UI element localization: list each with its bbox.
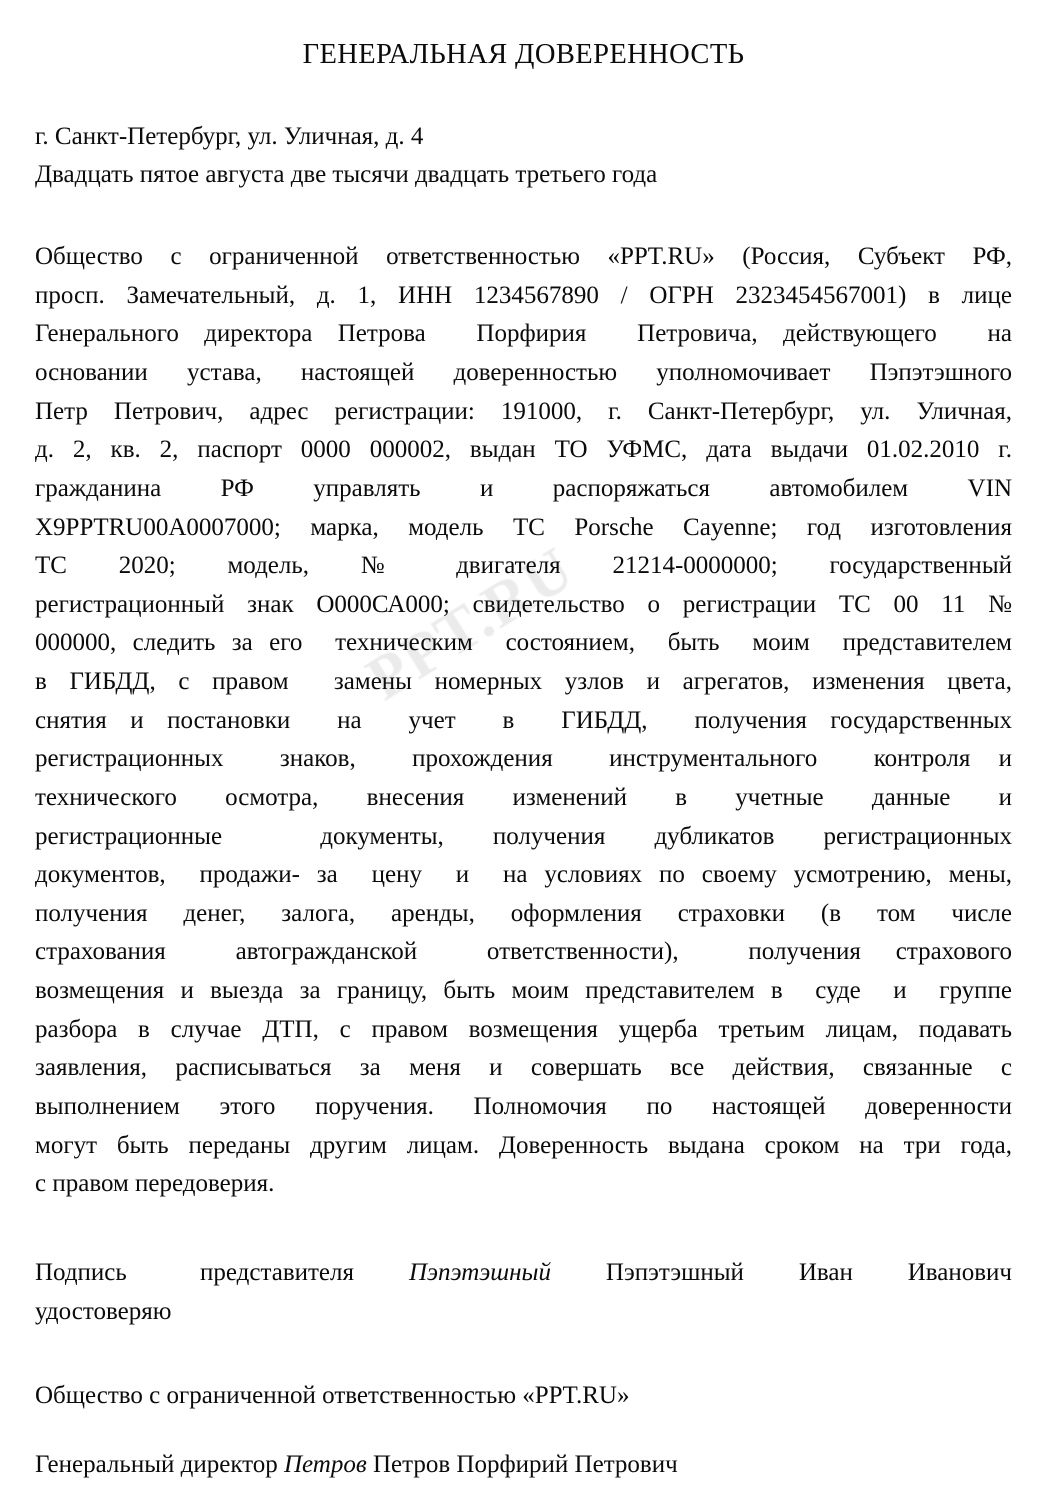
director-handwritten-signature: Петров (283, 1451, 367, 1479)
body-line: выполнением этого поручения. Полномочия по настоящей доверенности (35, 1092, 1012, 1120)
document-header-meta (35, 118, 1012, 194)
representative-signature-prefix: Подпись представителя (35, 1258, 409, 1286)
director-signature-line (35, 1446, 1012, 1485)
body-line: Генерального директора Петрова Порфирия Петровича, действующего на (35, 320, 1012, 348)
body-line: технического осмотра, внесения изменений в учетные данные и (35, 783, 1012, 811)
body-line: страхования автогражданской ответственности), получения страхового (35, 938, 1012, 966)
representative-verify-line: удостоверяю (35, 1297, 172, 1325)
body-line: документов, продажи- за цену и на условиях по своему усмотрению, мены, (35, 861, 1012, 889)
body-line: д. 2, кв. 2, паспорт 0000 000002, выдан ТО УФМС, дата выдачи 01.02.2010 г. (35, 436, 1012, 464)
body-line: регистрационные документы, получения дубликатов регистрационных (35, 822, 1012, 850)
representative-handwritten-signature: Пэпэтэшный (408, 1258, 551, 1286)
director-title: Генеральный директор (35, 1451, 284, 1479)
director-full-name: Петров Порфирий Петрович (366, 1451, 678, 1479)
body-line: возмещения и выезда за границу, быть моим представителем в суде и группе (35, 977, 1012, 1005)
document-body (35, 238, 1012, 1204)
director-spacer (35, 1416, 1012, 1446)
body-line: основании устава, настоящей доверенностью уполномочивает Пэпэтэшного (35, 359, 1012, 387)
body-line: Общество с ограниченной ответственностью «PPT.RU» (Россия, Субъект РФ, (35, 243, 1012, 271)
body-line: гражданина РФ управлять и распоряжаться автомобилем VIN (35, 474, 1012, 502)
signature-spacer (35, 1331, 1012, 1377)
ppt-ru-watermark: PPT.RU (355, 534, 587, 714)
date-line: Двадцать пятое августа две тысячи двадцать третьего года (35, 161, 658, 189)
place-line: г. Санкт-Петербург, ул. Уличная, д. 4 (35, 123, 424, 151)
body-line: заявления, расписываться за меня и совершать все действия, связанные с (35, 1054, 1012, 1082)
company-name-line: Общество с ограниченной ответственностью «PPT.RU» (35, 1382, 630, 1410)
body-line: регистрационных знаков, прохождения инструментального контроля и (35, 745, 1012, 773)
body-line: с правом передоверия. (35, 1170, 275, 1198)
body-line: получения денег, залога, аренды, оформления страховки (в том числе (35, 899, 1012, 927)
representative-signature-line (35, 1254, 1012, 1293)
body-line: регистрационный знак О000СА000; свидетельство о регистрации ТС 00 11 № (35, 590, 1012, 618)
body-line: ТС 2020; модель, № двигателя 21214-0000000; государственный (35, 552, 1012, 580)
body-line: в ГИБДД, с правом замены номерных узлов и агрегатов, изменения цвета, (35, 668, 1012, 696)
body-line: разбора в случае ДТП, с правом возмещения ущерба третьим лицам, подавать (35, 1015, 1012, 1043)
page-title: ГЕНЕРАЛЬНАЯ ДОВЕРЕННОСТЬ (302, 39, 745, 70)
body-line: просп. Замечательный, д. 1, ИНН 1234567890 / ОГРН 2323454567001) в лице (35, 281, 1012, 309)
body-line: снятия и постановки на учет в ГИБДД, получения государственных (35, 706, 1012, 734)
signature-section (35, 1254, 1012, 1485)
body-line: 000000, следить за его техническим состоянием, быть моим представителем (35, 629, 1012, 657)
body-line: X9PPTRU00A0007000; марка, модель ТС Porsche Cayenne; год изготовления (35, 513, 1012, 541)
body-line: могут быть переданы другим лицам. Доверенность выдана сроком на три года, (35, 1131, 1012, 1159)
representative-full-name: Пэпэтэшный Иван Иванович (551, 1258, 1012, 1286)
body-line: Петр Петрович, адрес регистрации: 191000, г. Санкт-Петербург, ул. Уличная, (35, 397, 1012, 425)
body-paragraph (35, 238, 1012, 1204)
